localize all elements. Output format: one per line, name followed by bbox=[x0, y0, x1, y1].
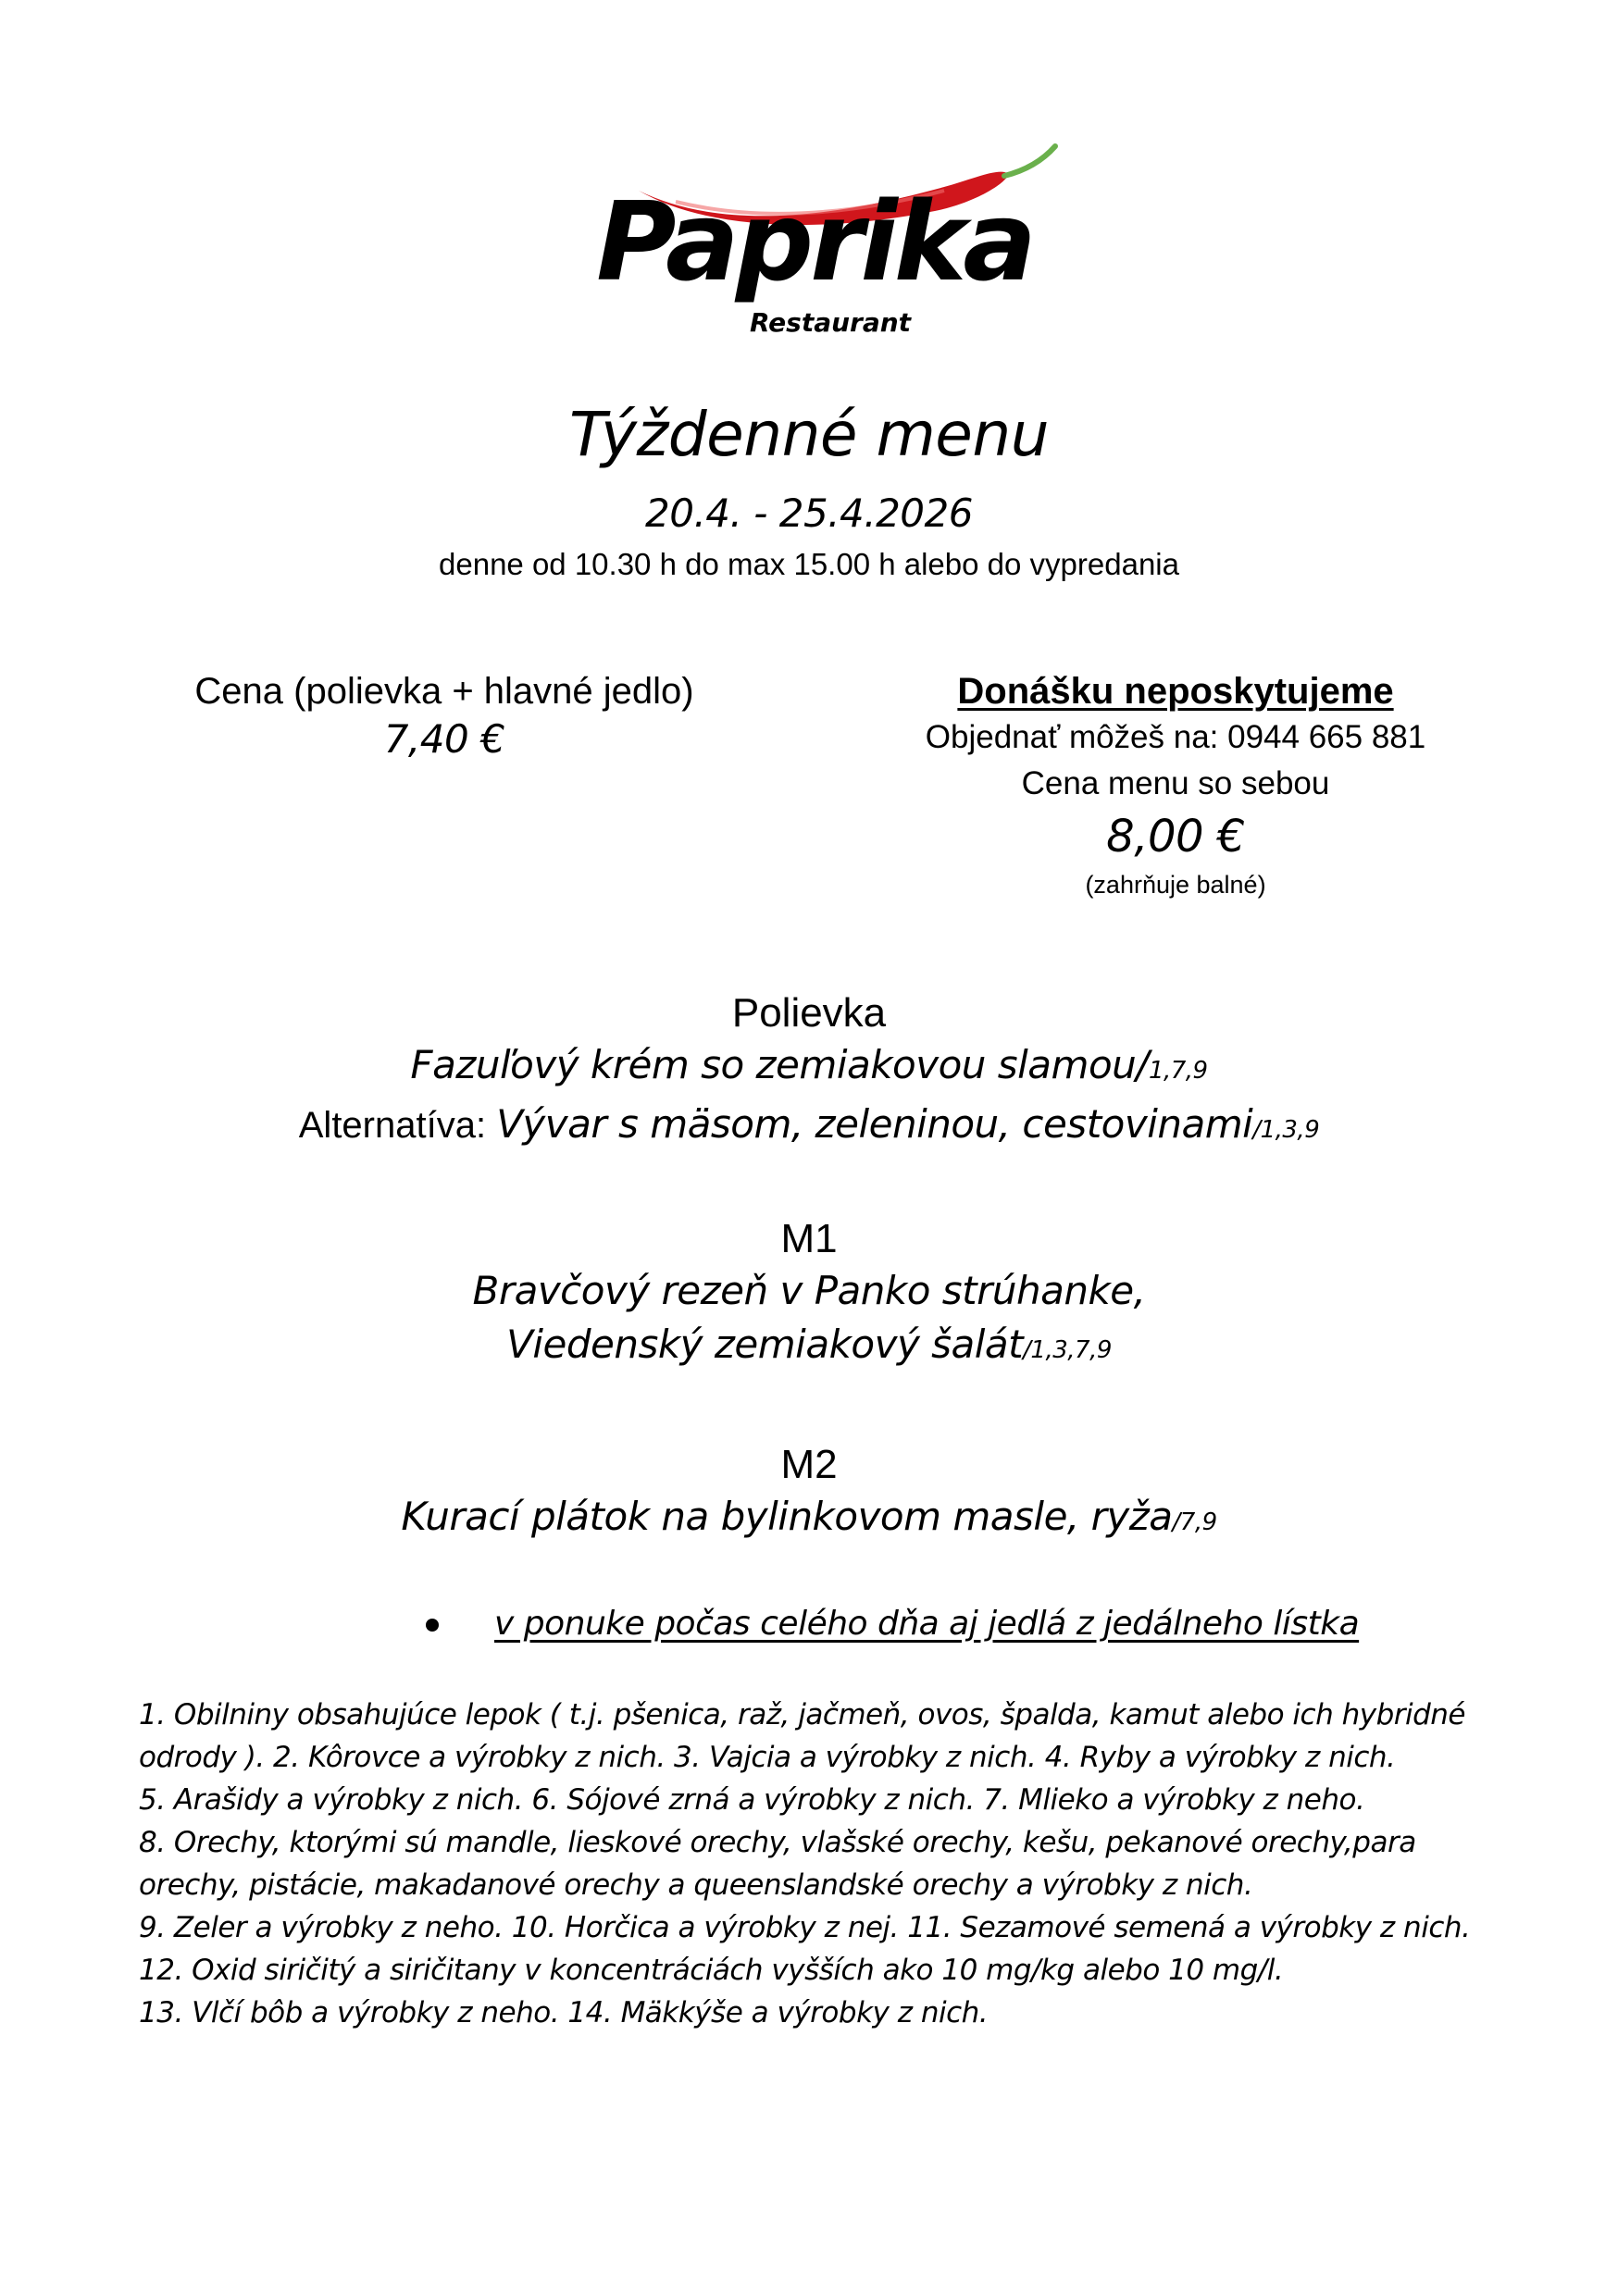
bullet-icon bbox=[426, 1619, 439, 1632]
soup-dish-name: Fazuľový krém so zemiakovou slamou/ bbox=[410, 1042, 1149, 1087]
dine-in-label: Cena (polievka + hlavné jedlo) bbox=[194, 671, 694, 712]
takeaway-label: Cena menu so sebou bbox=[1021, 765, 1330, 801]
allergen-line: 12. Oxid siričitý a siričitany v koncentráciách vyšších ako 10 mg/kg alebo 10 mg/l. bbox=[139, 1954, 1284, 1987]
date-range: 20.4. - 25.4.2026 bbox=[645, 490, 973, 536]
restaurant-logo bbox=[537, 130, 1092, 352]
allergen-line: 8. Orechy, ktorými sú mandle, lieskové orechy, vlašské orechy, kešu, pekanové orechy,para bbox=[139, 1826, 1416, 1859]
takeaway-price-block bbox=[889, 668, 1462, 903]
opening-hours: denne od 10.30 h do max 15.00 h alebo do vypredania bbox=[439, 547, 1179, 581]
soup-section bbox=[0, 988, 1618, 1157]
allergen-list bbox=[139, 1694, 1490, 2034]
allergen-line: 1. Obilniny obsahujúce lepok ( t.j. pšenica, raž, jačmeň, ovos, špalda, kamut alebo ich hybridné bbox=[139, 1698, 1466, 1731]
m1-dish-line1: Bravčový rezeň v Panko strúhanke, bbox=[472, 1268, 1146, 1313]
alternative-allergens: /1,3,9 bbox=[1252, 1116, 1320, 1144]
m1-dish-name: Viedenský zemiakový šalát bbox=[506, 1322, 1024, 1367]
m2-heading: M2 bbox=[780, 1442, 838, 1487]
m1-dish-line2 bbox=[0, 1318, 1618, 1377]
soup-allergens: 1,7,9 bbox=[1148, 1057, 1208, 1085]
allergen-line: 5. Arašidy a výrobky z nich. 6. Sójové zrná a výrobky z nich. 7. Mlieko a výrobky z neho. bbox=[139, 1783, 1365, 1817]
soup-alternative bbox=[0, 1098, 1618, 1157]
soup-dish bbox=[0, 1038, 1618, 1098]
soup-heading: Polievka bbox=[731, 990, 887, 1036]
dine-in-price-block bbox=[139, 668, 750, 764]
m2-dish bbox=[0, 1490, 1618, 1549]
m2-dish-name: Kurací plátok na bylinkovom masle, ryža bbox=[401, 1494, 1173, 1539]
page-title: Týždenné menu bbox=[568, 399, 1050, 470]
main-course-1 bbox=[0, 1214, 1618, 1377]
logo-subtitle: Restaurant bbox=[750, 307, 912, 338]
dine-in-price: 7,40 € bbox=[383, 716, 505, 762]
allergen-line: 9. Zeler a výrobky z neho. 10. Horčica a výrobky z nej. 11. Sezamové semená a výrobky z nich. bbox=[139, 1911, 1471, 1944]
allergen-line: 13. Vlčí bôb a výrobky z neho. 14. Mäkkýše a výrobky z nich. bbox=[139, 1996, 989, 2029]
packaging-note: (zahrňuje balné) bbox=[1085, 871, 1266, 899]
order-phone: Objednať môžeš na: 0944 665 881 bbox=[925, 719, 1426, 755]
m2-allergens: /7,9 bbox=[1172, 1508, 1217, 1536]
alternative-label: Alternatíva: bbox=[298, 1105, 497, 1146]
main-course-2 bbox=[0, 1440, 1618, 1549]
m1-heading: M1 bbox=[780, 1216, 838, 1261]
m1-allergens: /1,3,7,9 bbox=[1023, 1336, 1112, 1364]
all-day-note bbox=[426, 1601, 1359, 1647]
allergen-line: orechy, pistácie, makadanové orechy a queenslandské orechy a výrobky z nich. bbox=[139, 1868, 1253, 1902]
no-delivery-heading: Donášku neposkytujeme bbox=[957, 671, 1394, 712]
alternative-dish: Vývar s mäsom, zeleninou, cestovinami bbox=[496, 1101, 1253, 1147]
logo-wordmark: Paprika bbox=[596, 178, 1033, 305]
all-day-note-text: v ponuke počas celého dňa aj jedlá z jedálneho lístka bbox=[494, 1605, 1360, 1643]
allergen-line: odrody ). 2. Kôrovce a výrobky z nich. 3. Vajcia a výrobky z nich. 4. Ryby a výrobky z nich. bbox=[139, 1741, 1396, 1774]
takeaway-price: 8,00 € bbox=[1106, 811, 1245, 863]
